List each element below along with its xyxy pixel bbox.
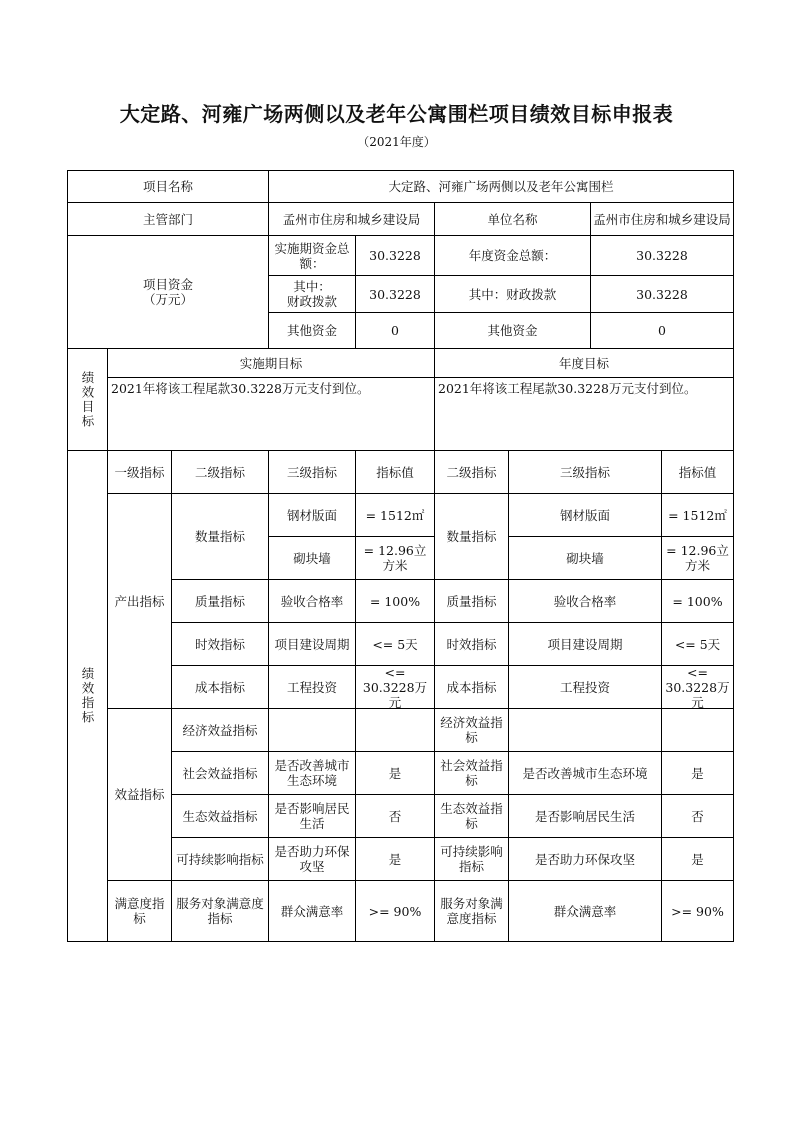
indicator-l2: 社会效益指标 — [182, 765, 258, 781]
dept-label: 主管部门 — [142, 211, 193, 227]
header-level3: 三级指标 — [286, 464, 337, 480]
indicator-value: = 12.96立方米 — [363, 543, 427, 573]
header-level1: 一级指标 — [114, 464, 165, 480]
indicator-l2: 时效指标 — [194, 636, 245, 652]
indicator-l3: 是否影响居民生活 — [274, 801, 350, 831]
indicator-l3-annual: 钢材版面 — [559, 507, 610, 523]
annual-total-value: 30.3228 — [636, 248, 688, 263]
impl-goal-header: 实施期目标 — [239, 355, 303, 371]
indicator-l2: 成本指标 — [194, 679, 245, 695]
indicator-l3-annual — [509, 709, 661, 751]
unit-value: 孟州市住房和城乡建设局 — [593, 211, 731, 227]
funds-fiscal-label: 其中： 财政拨款 — [286, 279, 337, 309]
header-level2: 二级指标 — [194, 464, 245, 480]
indicator-value-annual: 是 — [691, 851, 704, 867]
indicator-value-annual: <= 5天 — [674, 636, 721, 652]
annual-fiscal-value: 30.3228 — [636, 286, 688, 302]
impl-goal-text: 2021年将该工程尾款30.3228万元支付到位。 — [111, 381, 370, 396]
indicator-l2-annual: 经济效益指标 — [440, 715, 503, 745]
indicator-l3: 砌块墙 — [293, 550, 331, 566]
indicator-l3: 验收合格率 — [280, 593, 344, 609]
annual-goal-text: 2021年将该工程尾款30.3228万元支付到位。 — [438, 381, 697, 396]
indicator-l3: 是否改善城市生态环境 — [274, 758, 350, 788]
indicator-l3-annual: 是否助力环保攻坚 — [534, 851, 635, 867]
indicator-l3-annual: 工程投资 — [559, 679, 610, 695]
indicator-value: <= 30.3228万元 — [362, 666, 428, 708]
benefit-indicator-label: 效益指标 — [114, 787, 165, 802]
indicator-l2-annual: 质量指标 — [446, 593, 497, 609]
funds-label: 项目资金 （万元） — [142, 277, 193, 307]
annual-other-label: 其他资金 — [487, 323, 538, 338]
output-indicator-label: 产出指标 — [114, 593, 165, 609]
indicator-value-annual: 是 — [691, 765, 704, 781]
indicator-l3: 工程投资 — [286, 679, 337, 695]
table-border-bottom — [67, 941, 734, 942]
goals-side-label: 绩效目标 — [80, 370, 95, 429]
indicator-l2-annual: 可持续影响指标 — [440, 844, 503, 874]
indicator-l3 — [269, 709, 355, 751]
funds-total-value: 30.3228 — [369, 248, 421, 263]
funds-fiscal-value: 30.3228 — [369, 286, 421, 302]
indicator-l2: 服务对象满意度指标 — [176, 896, 264, 926]
indicator-value: 是 — [388, 765, 402, 781]
indicator-l2-annual: 服务对象满意度指标 — [440, 896, 503, 926]
indicator-value-annual — [662, 709, 733, 751]
annual-other-value: 0 — [658, 323, 666, 338]
indicator-l3: 项目建设周期 — [274, 636, 350, 652]
header-value: 指标值 — [376, 464, 414, 480]
funds-other-value: 0 — [391, 323, 399, 338]
funds-other-label: 其他资金 — [286, 323, 337, 338]
dept-value: 孟州市住房和城乡建设局 — [282, 211, 421, 227]
indicator-value: = 100% — [369, 593, 421, 609]
indicator-l2-annual: 时效指标 — [446, 636, 497, 652]
satisfaction-indicator-label: 满意度指标 — [114, 896, 165, 926]
indicator-l3: 群众满意率 — [280, 903, 344, 919]
project-name-value: 大定路、河雍广场两侧以及老年公寓围栏 — [388, 179, 614, 194]
header-value-annual: 指标值 — [678, 464, 717, 480]
indicator-l2-annual: 生态效益指标 — [440, 801, 503, 831]
indicator-value: = 1512㎡ — [365, 507, 425, 523]
indicator-l3-annual: 项目建设周期 — [547, 636, 623, 652]
indicator-l3-annual: 砌块墙 — [566, 550, 604, 566]
indicator-value: 是 — [388, 851, 402, 867]
indicator-value: >= 90% — [368, 903, 422, 919]
document-title: 大定路、河雍广场两侧以及老年公寓围栏项目绩效目标申报表 — [119, 102, 674, 126]
quantity-indicator: 数量指标 — [194, 529, 245, 544]
indicator-l3-annual: 验收合格率 — [553, 593, 617, 609]
indicator-l2-annual: 成本指标 — [446, 679, 497, 695]
indicator-value-annual: = 1512㎡ — [668, 507, 727, 523]
indicator-l3-annual: 群众满意率 — [553, 903, 617, 919]
indicator-l3: 是否助力环保攻坚 — [274, 844, 350, 874]
table-border-right — [733, 170, 734, 942]
quantity-indicator-annual: 数量指标 — [446, 529, 497, 544]
indicator-l2: 质量指标 — [194, 593, 245, 609]
indicator-value-annual: = 100% — [672, 593, 723, 609]
indicator-l2: 经济效益指标 — [182, 722, 258, 738]
indicator-l2: 可持续影响指标 — [176, 851, 264, 867]
indicator-value-annual: 否 — [691, 808, 704, 824]
indicator-l2: 生态效益指标 — [182, 808, 258, 824]
indicator-value-annual: <= 30.3228万元 — [665, 666, 730, 708]
project-name-label: 项目名称 — [142, 179, 193, 194]
indicator-value: 否 — [388, 808, 402, 824]
indicator-l2-annual: 社会效益指标 — [440, 758, 503, 788]
indicator-value: <= 5天 — [372, 636, 418, 652]
indicator-value — [356, 709, 434, 751]
funds-total-label: 实施期资金总额： — [274, 240, 350, 271]
unit-label: 单位名称 — [487, 211, 538, 227]
indicators-side-label: 绩效指标 — [80, 667, 95, 725]
annual-fiscal-label: 其中：财政拨款 — [468, 286, 557, 302]
annual-total-label: 年度资金总额： — [468, 248, 557, 263]
indicator-l3-annual: 是否改善城市生态环境 — [522, 765, 648, 781]
indicator-l3: 钢材版面 — [286, 507, 337, 523]
document-year: （2021年度） — [357, 135, 436, 149]
indicator-value-annual: >= 90% — [671, 903, 724, 919]
header-level3-annual: 三级指标 — [559, 464, 610, 480]
annual-goal-header: 年度目标 — [558, 355, 609, 371]
header-level2-annual: 二级指标 — [446, 464, 497, 480]
indicator-l3-annual: 是否影响居民生活 — [534, 808, 635, 824]
indicator-value-annual: = 12.96立方米 — [666, 543, 729, 573]
